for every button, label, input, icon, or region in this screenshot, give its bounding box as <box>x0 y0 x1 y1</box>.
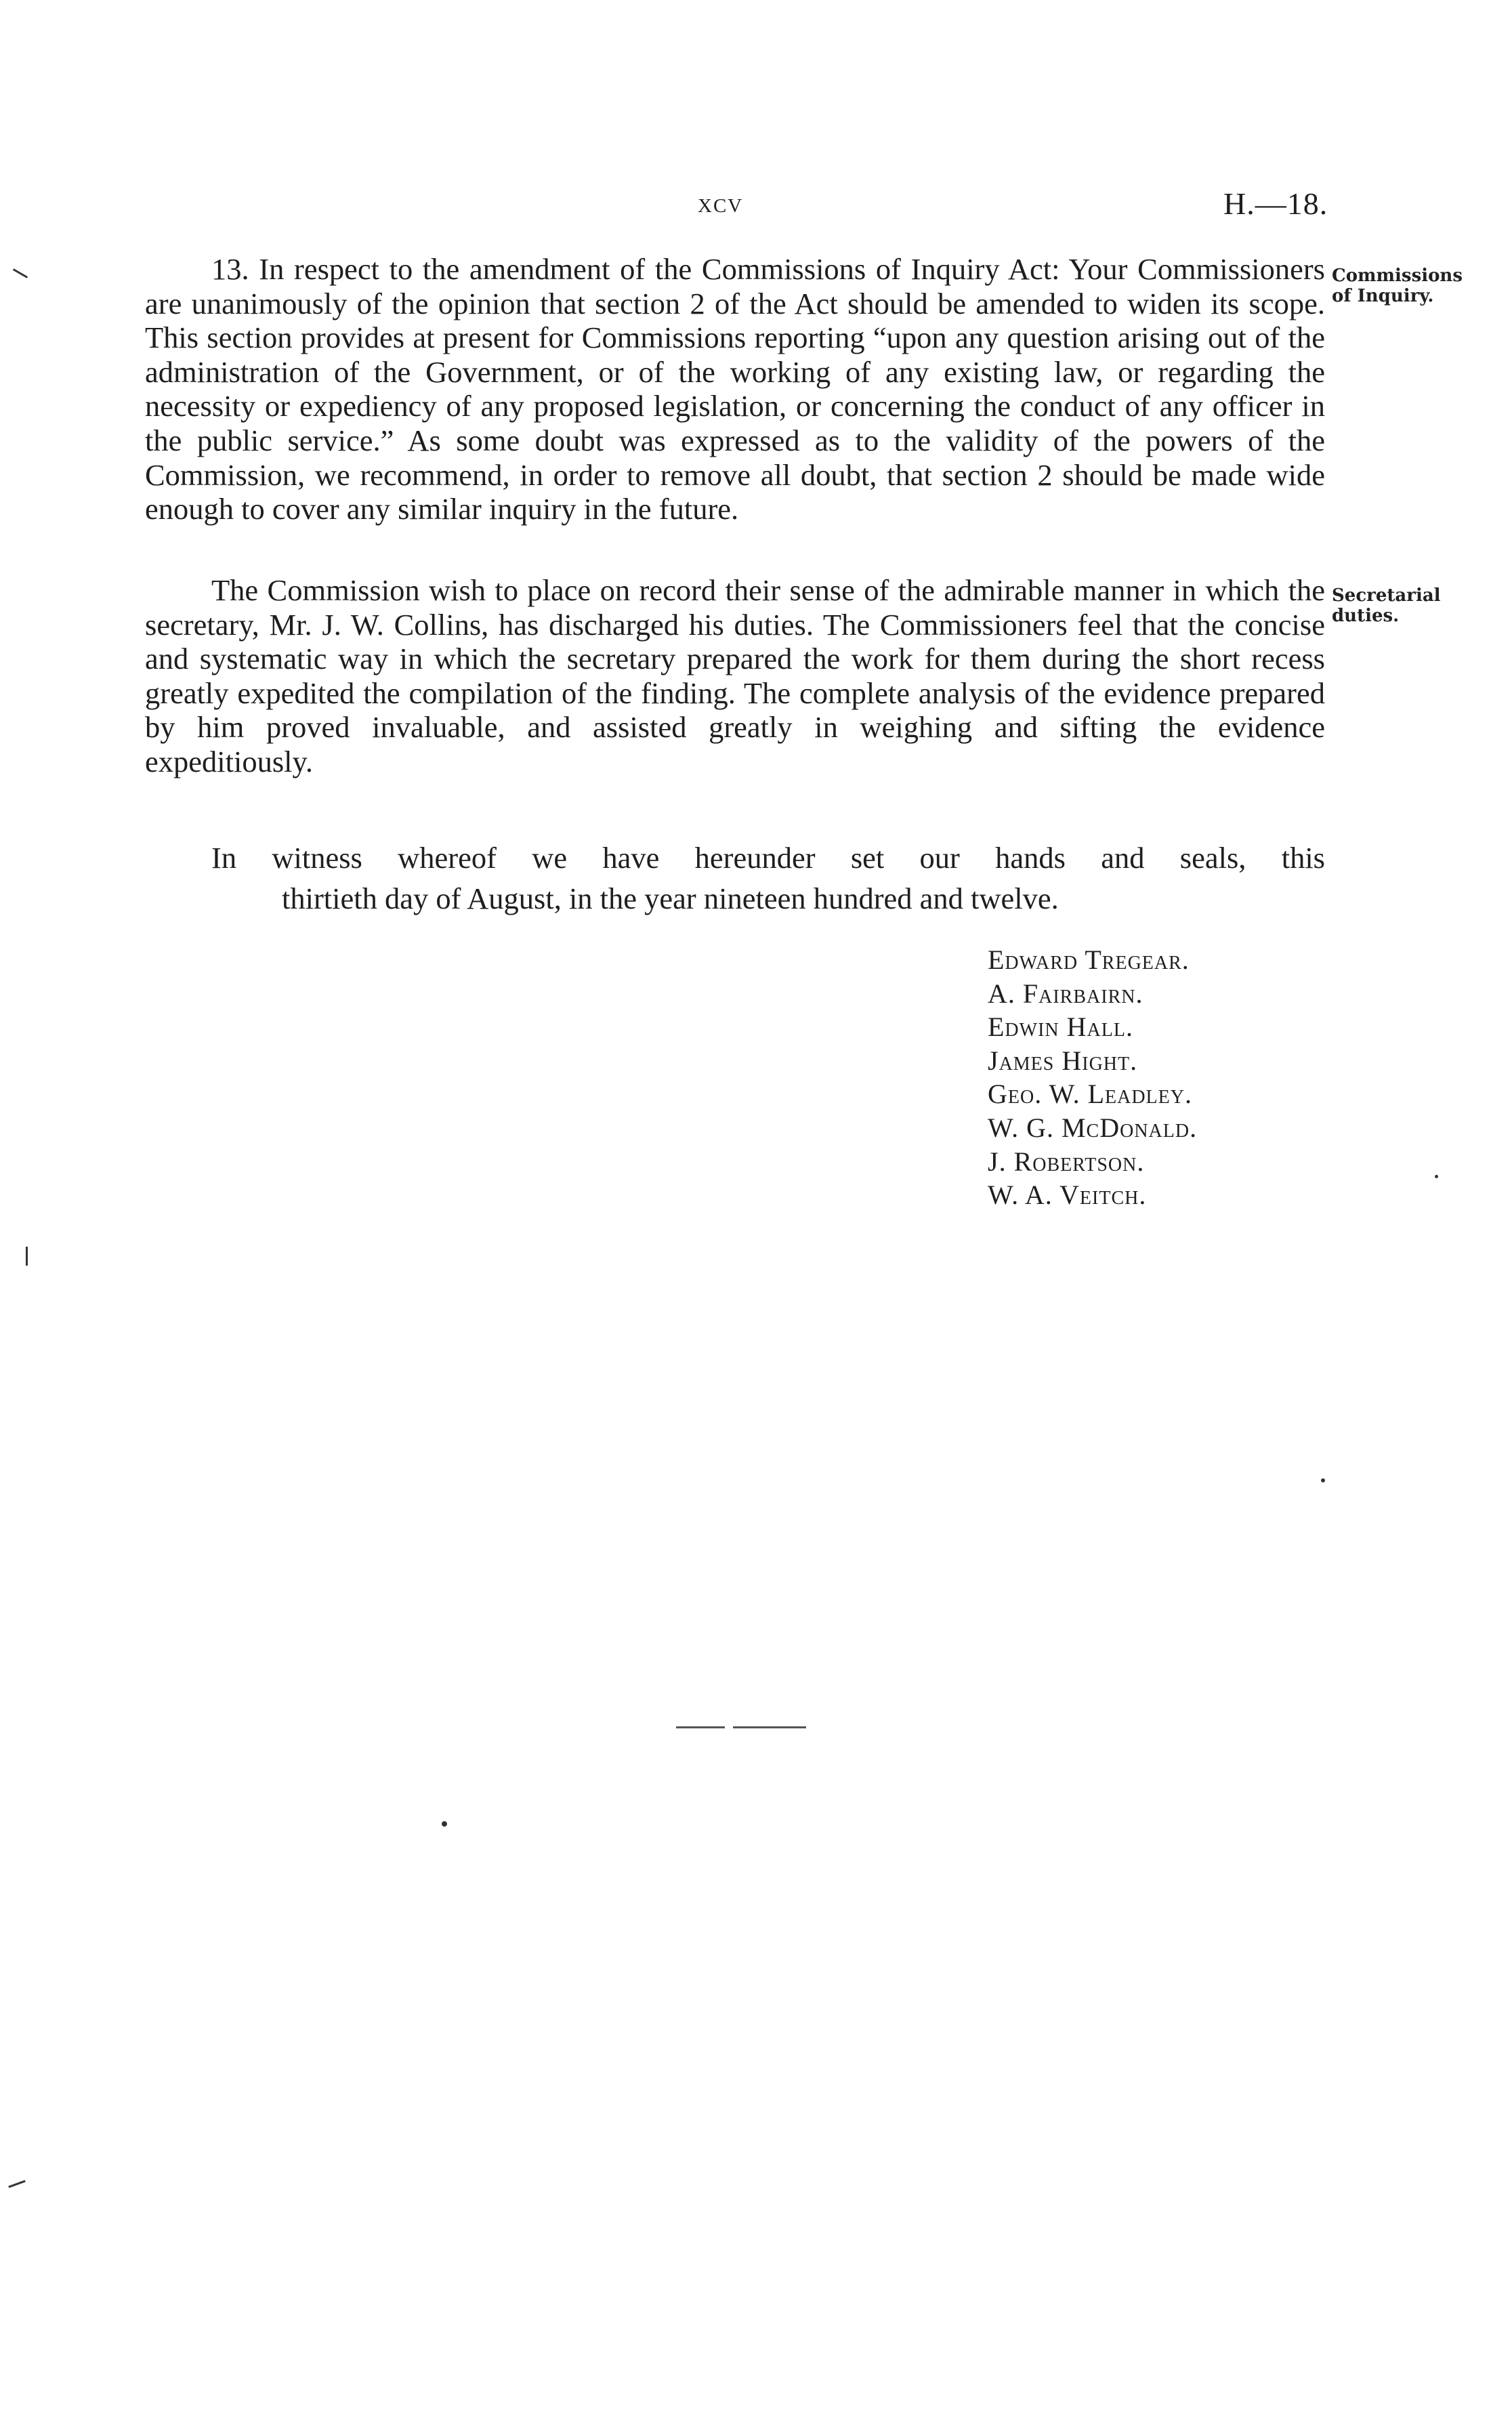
paragraph-secretarial-duties: The Commission wish to place on record their sense of the admirable manner in which the secretary, Mr. J. W. Collins, has discharged his duties. The Commissioners feel that the concise and systematic way in which the secretary prepared the work for them during the short recess greatly expedited the compilation of the finding. The complete analysis of the evidence prepared by him proved invaluable, and assisted greatly in weighing and sifting the evidence expeditiously. <box>145 573 1325 778</box>
paragraph-commissions-of-inquiry: 13. In respect to the amendment of the Commissions of Inquiry Act: Your Commissioners are unanimously of the opinion that section 2 of the Act should be amended to widen its scope. This section provides at present for Commissions reporting “upon any question arising out of the administration of the Government, or of the working of any existing law, or regarding the necessity or expediency of any proposed legislation, or concerning the conduct of any officer in the public service.” As some doubt was expressed as to the validity of the powers of the Commission, we recommend, in order to remove all doubt, that section 2 should be made wide enough to cover any similar inquiry in the future. <box>145 252 1325 526</box>
signatory: Edward Tregear. <box>988 944 1190 975</box>
scan-speck <box>26 1247 28 1266</box>
end-rule-right <box>733 1726 806 1728</box>
signatory: Geo. W. Leadley. <box>988 1079 1192 1110</box>
end-rule-left <box>676 1726 725 1728</box>
scan-speck <box>13 268 28 278</box>
sidenote-line: of Inquiry. <box>1332 286 1434 306</box>
scan-speck <box>1435 1175 1438 1178</box>
signatory: W. A. Veitch. <box>988 1180 1147 1211</box>
signatory: W. G. McDonald. <box>988 1112 1198 1143</box>
sidenote-line: duties. <box>1332 606 1400 626</box>
scan-speck <box>442 1821 447 1827</box>
witness-clause <box>211 837 1325 919</box>
signatory: A. Fairbairn. <box>988 978 1143 1009</box>
signatory: J. Robertson. <box>988 1146 1145 1177</box>
witness-line-2: thirtieth day of August, in the year nineteen hundred and twelve. <box>282 881 1059 915</box>
signatory: Edwin Hall. <box>988 1012 1133 1043</box>
sidenote-line: Secretarial <box>1332 585 1441 606</box>
sidenote-commissions-of-inquiry <box>1332 266 1463 306</box>
scan-speck <box>8 2180 25 2188</box>
page-number: xcv <box>698 188 744 219</box>
sidenote-secretarial-duties <box>1332 585 1441 626</box>
sidenote-line: Commissions <box>1332 266 1463 286</box>
scan-speck <box>1321 1478 1325 1482</box>
signatures-block <box>988 943 1197 1212</box>
signatory: James Hight. <box>988 1045 1138 1076</box>
document-reference: H.—18. <box>1223 186 1328 221</box>
witness-line-1: In witness whereof we have hereunder set our hands and seals, this <box>211 841 1325 875</box>
